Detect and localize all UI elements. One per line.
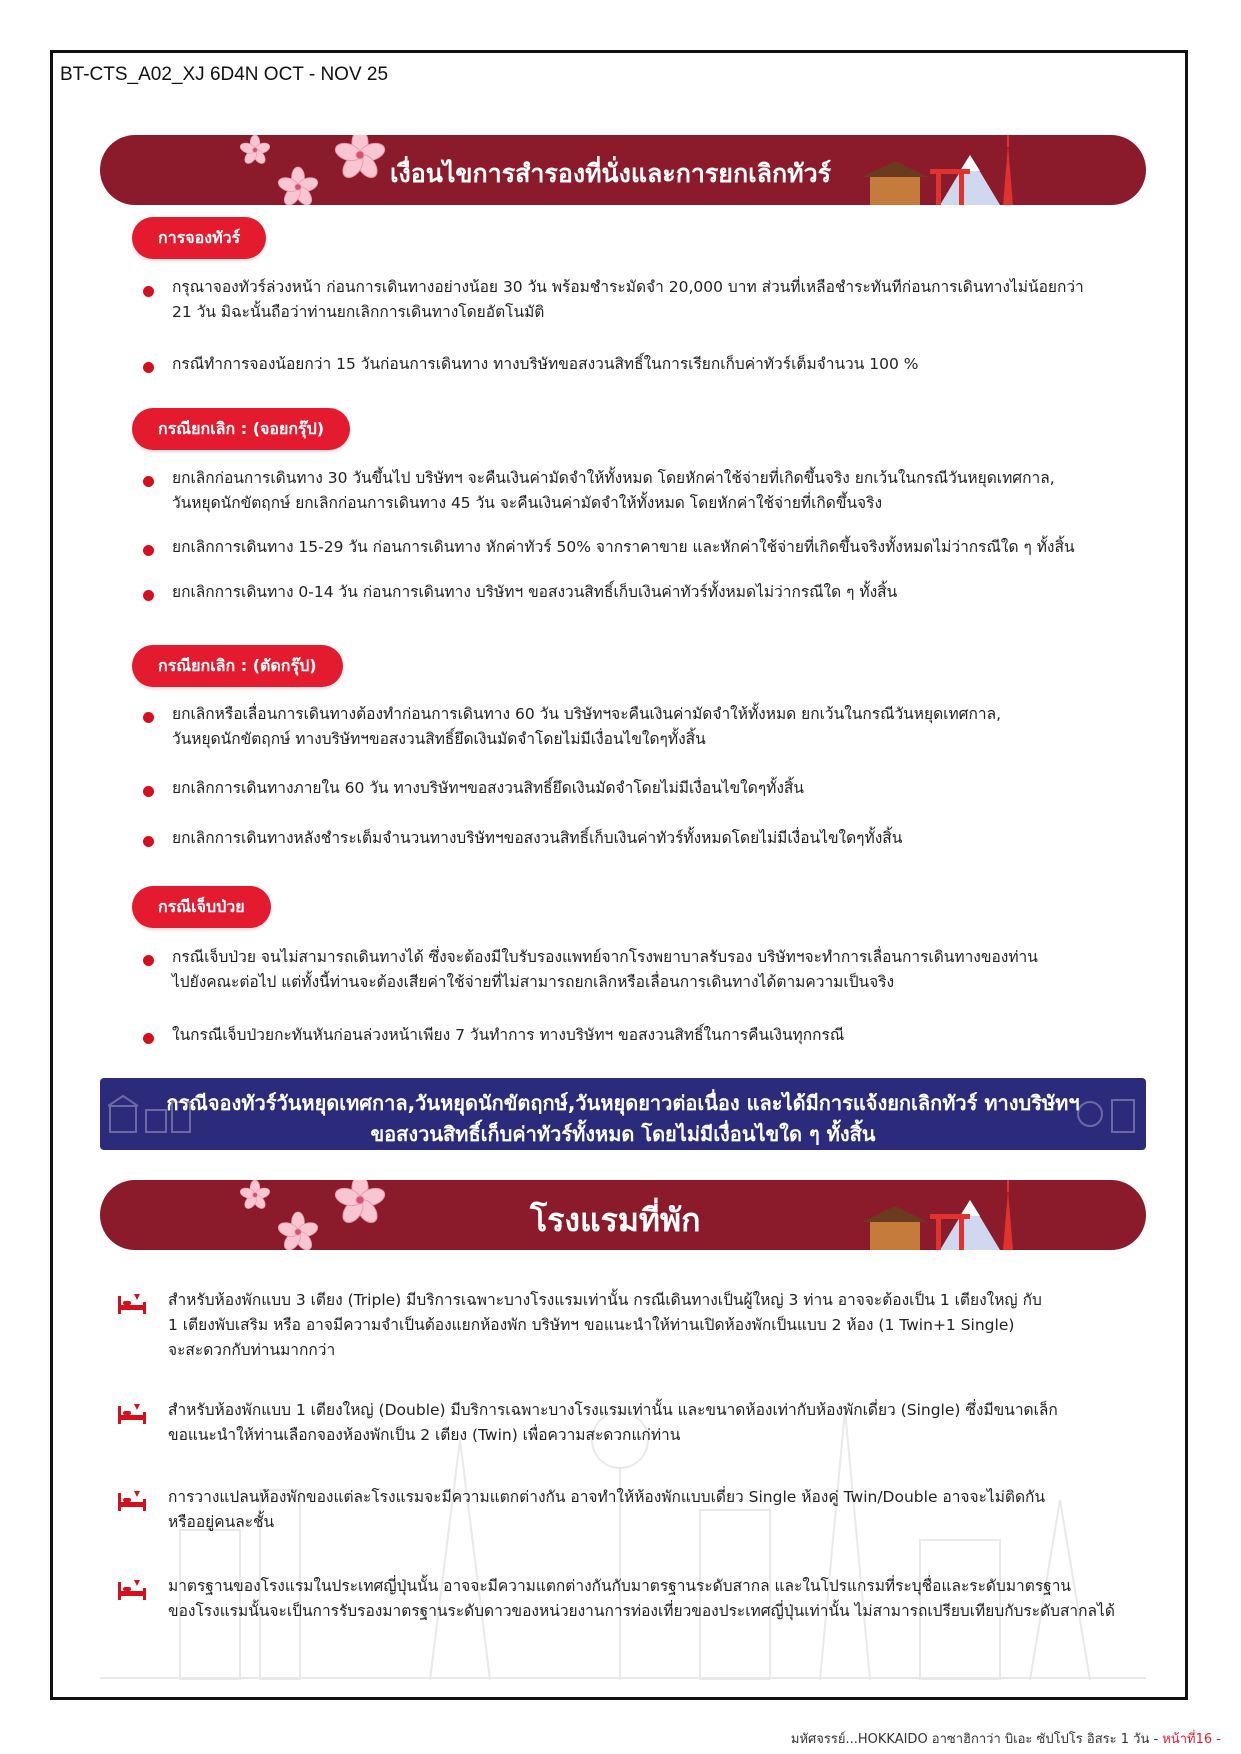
- page-number: หน้าที่16 -: [1162, 1732, 1221, 1747]
- bullet-icon: [143, 362, 154, 373]
- bullet-icon: [143, 476, 154, 487]
- bullet-icon: [143, 545, 154, 556]
- holiday-notice: [100, 1078, 1146, 1150]
- sakura-icon: [220, 1180, 410, 1250]
- list-item: สำหรับห้องพักแบบ 1 เตียงใหญ่ (Double) มีบริการเฉพาะบางโรงแรมเท่านั้น และขนาดห้องเท่ากับห้องพักเดี่ยว (Single) ซึ่งมีขนาดเล็ก ขอแนะนำให้ท่านเลือกจองห้องพักเป็น 2 เตียง (Twin) เพื่อความสะดวกแก่ท่าน: [168, 1401, 1058, 1444]
- bullet-icon: [143, 836, 154, 847]
- bullet-icon: [143, 286, 154, 297]
- list-item: ยกเลิกก่อนการเดินทาง 30 วันขึ้นไป บริษัทฯ จะคืนเงินค่ามัดจำให้ทั้งหมด โดยหักค่าใช้จ่ายที่เกิดขึ้นจริง ยกเว้นในกรณีวันหยุดเทศกาล, วันหยุดนักขัตฤกษ์ ยกเลิกก่อนการเดินทาง 45 วัน จะคืนเงินค่ามัดจำให้ทั้งหมด โดยหักค่าใช้จ่ายที่เกิดขึ้นจริง: [172, 469, 1055, 512]
- bullet-icon: [143, 786, 154, 797]
- cancel-join-label: กรณียกเลิก : (จอยกรุ๊ป): [132, 408, 350, 450]
- list-item: กรุณาจองทัวร์ล่วงหน้า ก่อนการเดินทางอย่างน้อย 30 วัน พร้อมชำระมัดจำ 20,000 บาท ส่วนที่เหลือชำระทันทีก่อนการเดินทางไม่น้อยกว่า 21 วัน มิฉะนั้นถือว่าท่านยกเลิกการเดินทางโดยอัตโนมัติ: [172, 278, 1084, 321]
- bullet-icon: [143, 1033, 154, 1044]
- list-item: ยกเลิกการเดินทาง 0-14 วัน ก่อนการเดินทาง บริษัทฯ ขอสงวนสิทธิ์เก็บเงินค่าทัวร์ทั้งหมดไม่ว่ากรณีใด ๆ ทั้งสิ้น: [172, 583, 898, 601]
- cancel-private-label: กรณียกเลิก : (ตัดกรุ๊ป): [132, 645, 343, 687]
- doc-code: BT-CTS_A02_XJ 6D4N OCT - NOV 25: [60, 64, 389, 85]
- bed-icon: [116, 1578, 148, 1602]
- list-item: มาตรฐานของโรงแรมในประเทศญี่ปุ่นนั้น อาจจะมีความแตกต่างกันกับมาตรฐานระดับสากล และในโปรแกรมที่ระบุชื่อและระดับมาตรฐาน ของโรงแรมนั้นจะเป็นการรับรองมาตรฐานระดับดาวของหน่วยงานการท่องเที่ยวของประเทศญี่ปุ่นเท่านั้น ไม่สามารถเปรียบเทียบกับระดับสากลได้: [168, 1577, 1115, 1620]
- notice-line-2: ขอสงวนสิทธิ์เก็บค่าทัวร์ทั้งหมด โดยไม่มีเงื่อนไขใด ๆ ทั้งสิ้น: [370, 1122, 876, 1146]
- conditions-banner: [100, 135, 1146, 205]
- list-item: กรณีทำการจองน้อยกว่า 15 วันก่อนการเดินทาง ทางบริษัทขอสงวนสิทธิ์ในการเรียกเก็บค่าทัวร์เต็มจำนวน 100 %: [172, 355, 919, 373]
- banner-title: โรงแรมที่พัก: [530, 1201, 701, 1239]
- booking-label: การจองทัวร์: [132, 217, 266, 259]
- banner-title: เงื่อนไขการสำรองที่นั่งและการยกเลิกทัวร์: [390, 159, 832, 188]
- list-item: ยกเลิกการเดินทางหลังชำระเต็มจำนวนทางบริษัทฯขอสงวนสิทธิ์เก็บเงินค่าทัวร์ทั้งหมดโดยไม่มีเงื่อนไขใดๆทั้งสิ้น: [172, 829, 903, 847]
- bed-icon: [116, 1292, 148, 1316]
- bullet-icon: [143, 590, 154, 601]
- list-item: ยกเลิกการเดินทางภายใน 60 วัน ทางบริษัทฯขอสงวนสิทธิ์ยึดเงินมัดจำโดยไม่มีเงื่อนไขใดๆทั้งสิ้น: [172, 779, 804, 797]
- bullet-icon: [143, 955, 154, 966]
- list-item: ยกเลิกการเดินทาง 15-29 วัน ก่อนการเดินทาง หักค่าทัวร์ 50% จากราคาขาย และหักค่าใช้จ่ายที่เกิดขึ้นจริงทั้งหมดไม่ว่ากรณีใด ๆ ทั้งสิ้น: [172, 538, 1075, 556]
- bed-icon: [116, 1402, 148, 1426]
- list-item: กรณีเจ็บป่วย จนไม่สามารถเดินทางได้ ซึ่งจะต้องมีใบรับรองแพทย์จากโรงพยาบาลรับรอง บริษัทฯจะทำการเลื่อนการเดินทางของท่าน ไปยังคณะต่อไป แต่ทั้งนี้ท่านจะต้องเสียค่าใช้จ่ายที่ไม่สามารถยกเลิกหรือเลื่อนการเดินทางได้ตามความเป็นจริง: [172, 948, 1038, 991]
- list-item: สำหรับห้องพักแบบ 3 เตียง (Triple) มีบริการเฉพาะบางโรงแรมเท่านั้น กรณีเดินทางเป็นผู้ใหญ่ 3 ท่าน อาจจะต้องเป็น 1 เตียงใหญ่ กับ 1 เตียงพับเสริม หรือ อาจมีความจำเป็นต้องแยกห้องพัก บริษัทฯ ขอแนะนำให้ท่านเปิดห้องพักเป็นแบบ 2 ห้อง (1 Twin+1 Single) จะสะดวกกับท่านมากกว่า: [168, 1291, 1042, 1359]
- notice-line-1: กรณีจองทัวร์วันหยุดเทศกาล,วันหยุดนักขัตฤกษ์,วันหยุดยาวต่อเนื่อง และได้มีการแจ้งยกเลิกทัวร์ ทางบริษัทฯ: [166, 1091, 1080, 1115]
- list-item: ยกเลิกหรือเลื่อนการเดินทางต้องทำก่อนการเดินทาง 60 วัน บริษัทฯจะคืนเงินค่ามัดจำให้ทั้งหมด ยกเว้นในกรณีวันหยุดเทศกาล, วันหยุดนักขัตฤกษ์ ทางบริษัทฯขอสงวนสิทธิ์ยึดเงินมัดจำโดยไม่มีเงื่อนไขใดๆทั้งสิ้น: [172, 705, 1002, 748]
- sakura-icon: [220, 135, 410, 205]
- illness-label: กรณีเจ็บป่วย: [132, 886, 271, 928]
- list-item: ในกรณีเจ็บป่วยกะทันหันก่อนล่วงหน้าเพียง 7 วันทำการ ทางบริษัทฯ ขอสงวนสิทธิ์ในการคืนเงินทุกกรณี: [172, 1026, 845, 1044]
- hotel-banner: [100, 1180, 1146, 1250]
- japan-landmarks-icon: [860, 135, 1020, 205]
- list-item: การวางแปลนห้องพักของแต่ละโรงแรมจะมีความแตกต่างกัน อาจทำให้ห้องพักแบบเดี่ยว Single ห้องคู่ Twin/Double อาจจะไม่ติดกัน หรืออยู่คนละชั้น: [168, 1488, 1046, 1531]
- page-footer: [791, 1728, 1221, 1749]
- japan-landmarks-icon: [860, 1180, 1020, 1250]
- footer-text: มหัศจรรย์...HOKKAIDO อาซาฮิกาว่า บิเอะ ซัปโปโร อิสระ 1 วัน -: [790, 1732, 1163, 1747]
- bullet-icon: [143, 712, 154, 723]
- bed-icon: [116, 1489, 148, 1513]
